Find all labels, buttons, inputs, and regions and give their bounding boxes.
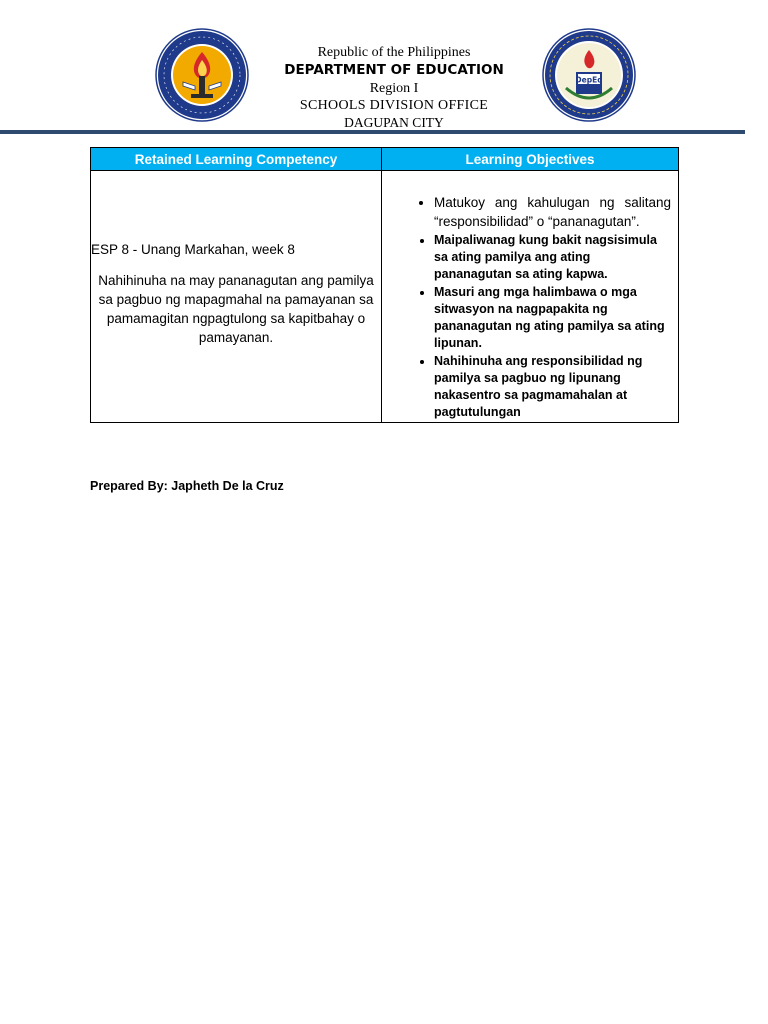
table-row [91, 171, 679, 423]
deped-dagupan-seal-icon [155, 28, 249, 122]
deped-dagupan-logo [155, 28, 249, 122]
prepared-by: Prepared By: Japheth De la Cruz [90, 479, 284, 493]
competency-text: Nahihinuha na may pananagutan ang pamilya sa pagbuo ng mapagmahal na pamayanan sa pamamagitan ngpagtulong sa kapitbahay o pamayanan. [98, 273, 374, 345]
republic-line: Republic of the Philippines [317, 45, 471, 60]
list-item: • Masuri ang mga halimbawa o mga sitwasyon na nagpapakita ng pananagutan ng ating pamilya sa ating lipunan. [434, 284, 671, 352]
table-header-row [91, 148, 679, 171]
competency-cell [91, 171, 382, 423]
header-divider [0, 130, 745, 134]
school-seal-icon [542, 28, 636, 122]
letterhead [244, 44, 544, 131]
city-line: DAGUPAN CITY [344, 115, 444, 130]
list-item: • Nahihinuha ang responsibilidad ng pamilya sa pagbuo ng lipunang nakasentro sa pagmamahalan at pagtutulungan [434, 353, 671, 421]
svg-text:DepEd: DepEd [575, 75, 603, 85]
region-line: Region I [369, 81, 419, 96]
header-retained-competency: Retained Learning Competency [91, 148, 382, 171]
school-logo [542, 28, 636, 122]
header-learning-objectives: Learning Objectives [382, 148, 679, 171]
list-item: • Matukoy ang kahulugan ng salitang “responsibilidad” o “pananagutan”. [434, 193, 671, 231]
division-line: SCHOOLS DIVISION OFFICE [299, 98, 489, 113]
objectives-list [382, 193, 671, 421]
competency-title: ESP 8 - Unang Markahan, week 8 [91, 242, 295, 257]
list-item: • Maipaliwanag kung bakit nagsisimula sa ating pamilya ang ating pananagutan sa ating kapwa. [434, 232, 671, 283]
competency-table [90, 147, 679, 423]
objectives-cell [382, 171, 679, 423]
department-line: DEPARTMENT OF EDUCATION [284, 62, 504, 78]
